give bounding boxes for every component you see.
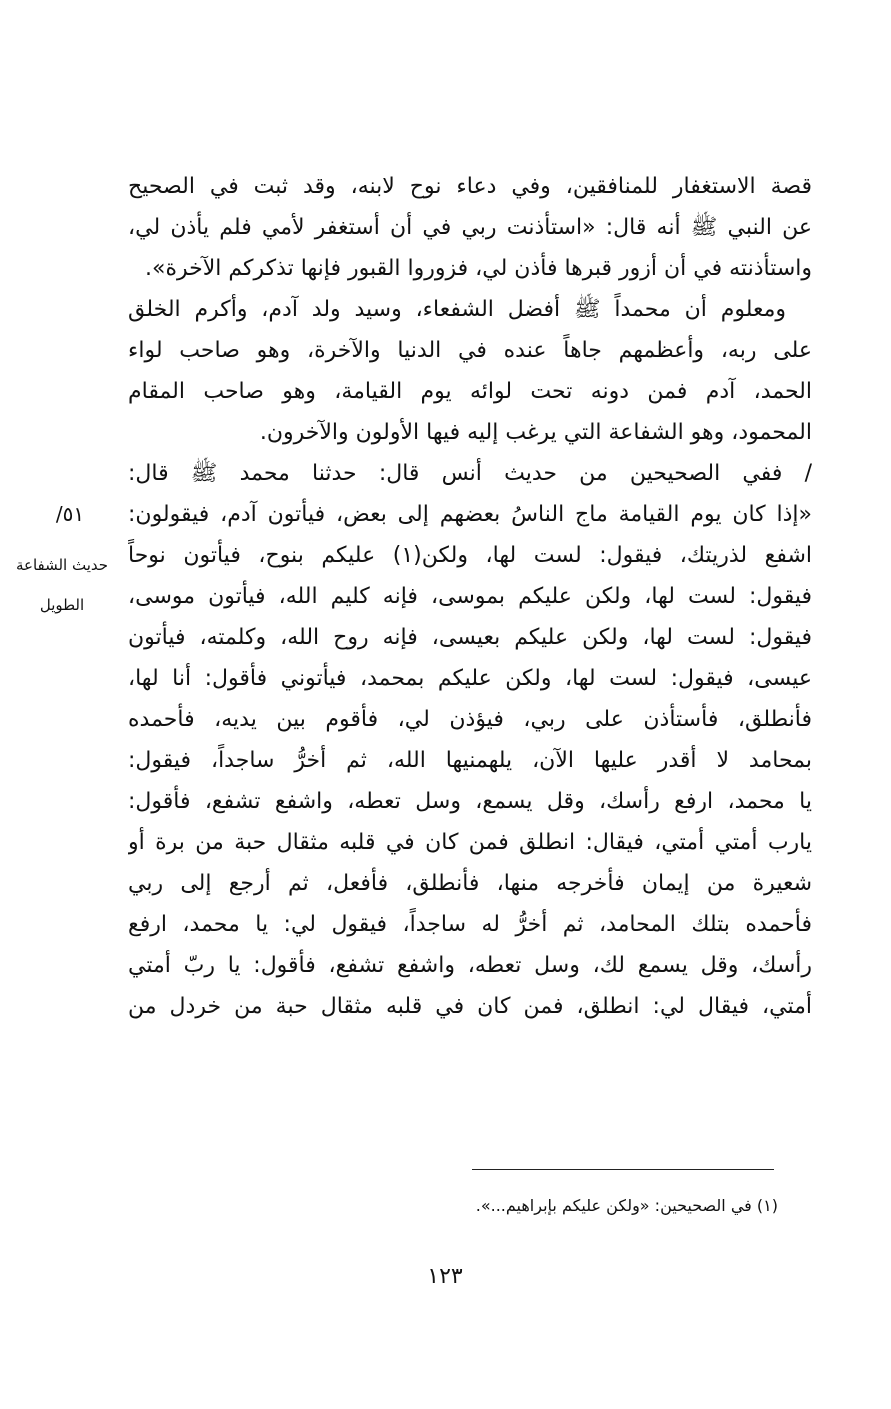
- footnote: (١) في الصحيحين: «ولكن عليكم بإبراهيم...».: [475, 1196, 778, 1215]
- main-text: [128, 166, 812, 1027]
- text-line: عن النبي ﷺ أنه قال: «استأذنت ربي في أن أستغفر لأمي فلم يأذن لي،: [128, 215, 812, 240]
- text-line: قصة الاستغفار للمنافقين، وفي دعاء نوح لابنه، وقد ثبت في الصحيح: [128, 174, 812, 199]
- margin-note-line: الطويل: [39, 596, 85, 614]
- text-line: ومعلوم أن محمداً ﷺ أفضل الشفعاء، وسيد ولد آدم، وأكرم الخلق: [128, 297, 786, 322]
- text-line: «إذا كان يوم القيامة ماج الناسُ بعضهم إلى بعض، فيأتون آدم، فيقولون:: [128, 502, 812, 527]
- text-line: شعيرة من إيمان فأخرجه منها، فأنطلق، فأفعل، ثم أرجع إلى ربي: [128, 871, 812, 896]
- text-line: رأسك، وقل يسمع لك، وسل تعطه، واشفع تشفع، فأقول: يا ربّ أمتي: [128, 953, 812, 978]
- margin-note-line: حديث الشفاعة: [15, 556, 109, 574]
- text-line: واستأذنته في أن أزور قبرها فأذن لي، فزوروا القبور فإنها تذكركم الآخرة».: [145, 256, 812, 281]
- margin-note: [6, 545, 118, 625]
- text-line: فيقول: لست لها، ولكن عليكم بعيسى، فإنه روح الله، وكلمته، فيأتون: [128, 625, 812, 650]
- text-line: / ففي الصحيحين من حديث أنس قال: حدثنا محمد ﷺ قال:: [128, 461, 812, 486]
- text-line: على ربه، وأعظمهم جاهاً عنده في الدنيا والآخرة، وهو صاحب لواء: [128, 338, 812, 363]
- margin-page-reference: ٥١/: [55, 502, 85, 526]
- footnote-divider: [472, 1169, 774, 1170]
- page-number: ١٢٣: [427, 1264, 463, 1289]
- text-line: المحمود، وهو الشفاعة التي يرغب إليه فيها الأولون والآخرون.: [259, 420, 812, 445]
- text-line: فأنطلق، فأستأذن على ربي، فيؤذن لي، فأقوم بين يديه، فأحمده: [128, 707, 812, 732]
- text-line: اشفع لذريتك، فيقول: لست لها، ولكن(١) عليكم بنوح، فيأتون نوحاً: [128, 543, 812, 568]
- text-line: فيقول: لست لها، ولكن عليكم بموسى، فإنه كليم الله، فيأتون موسى،: [128, 584, 812, 609]
- text-line: فأحمده بتلك المحامد، ثم أخرُّ له ساجداً، فيقول لي: يا محمد، ارفع: [128, 912, 812, 937]
- text-line: يارب أمتي أمتي، فيقال: انطلق فمن كان في قلبه مثقال حبة من برة أو: [128, 830, 812, 855]
- text-line: بمحامد لا أقدر عليها الآن، يلهمنيها الله، ثم أخرُّ ساجداً، فيقول:: [128, 748, 812, 773]
- text-line: يا محمد، ارفع رأسك، وقل يسمع، وسل تعطه، واشفع تشفع، فأقول:: [128, 789, 812, 814]
- text-line: أمتي، فيقال لي: انطلق، فمن كان في قلبه مثقال حبة من خردل من: [128, 994, 812, 1019]
- text-line: عيسى، فيقول: لست لها، ولكن عليكم بمحمد، فيأتوني فأقول: أنا لها،: [128, 666, 812, 691]
- text-line: الحمد، آدم فمن دونه تحت لوائه يوم القيامة، وهو صاحب المقام: [128, 379, 812, 404]
